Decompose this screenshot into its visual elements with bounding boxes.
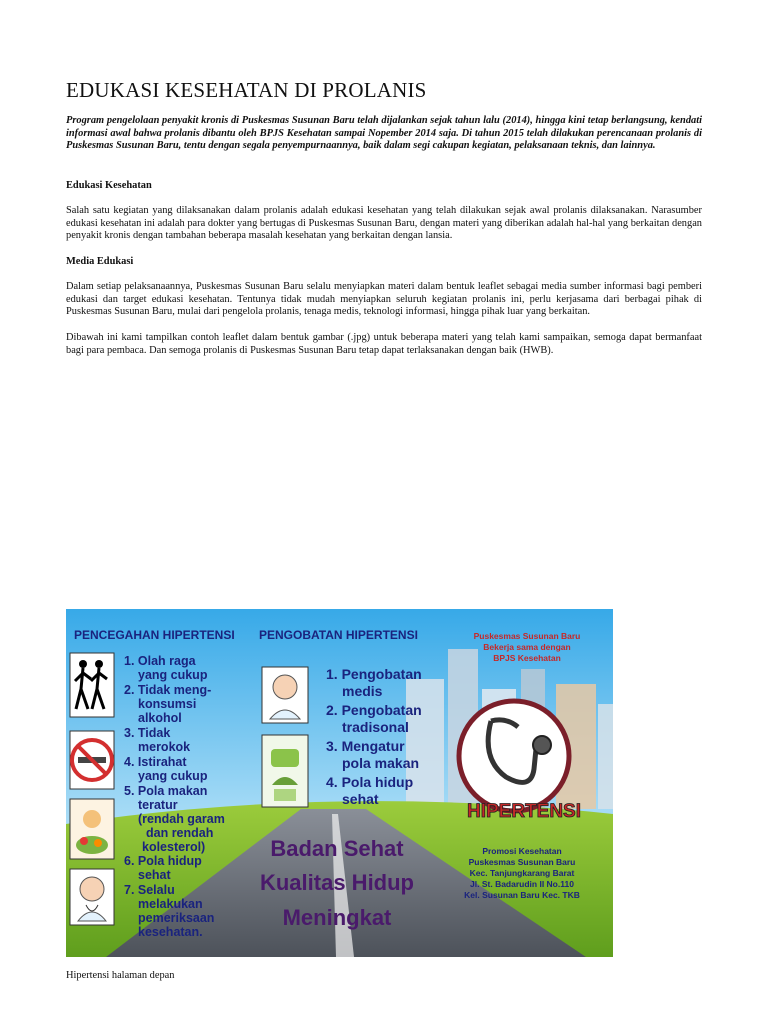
svg-text:kolesterol): kolesterol) bbox=[142, 840, 206, 854]
svg-text:2. Tidak meng-: 2. Tidak meng- bbox=[124, 683, 212, 697]
healthy-food-icon bbox=[70, 799, 114, 859]
svg-text:1. Olah raga: 1. Olah raga bbox=[124, 654, 196, 668]
doctor-icon bbox=[70, 869, 114, 925]
svg-text:Meningkat: Meningkat bbox=[282, 905, 392, 930]
svg-text:2. Pengobatan: 2. Pengobatan bbox=[326, 702, 422, 718]
svg-text:medis: medis bbox=[342, 683, 383, 699]
section-paragraph: Dibawah ini kami tampilkan contoh leaflet dalam bentuk gambar (.jpg) untuk beberapa materi yang telah kami sampaikan, semoga dapat bermanfaat bagi para pembaca. Dan semoga prolanis di Puskesmas Susunan Baru tetap dapat terlaksanakan dengan baik (HWB). bbox=[66, 332, 702, 356]
svg-text:7. Selalu: 7. Selalu bbox=[124, 883, 175, 897]
no-smoking-icon bbox=[70, 731, 114, 789]
svg-text:5. Pola makan: 5. Pola makan bbox=[124, 784, 208, 798]
svg-text:Puskesmas Susunan Baru: Puskesmas Susunan Baru bbox=[473, 631, 581, 641]
svg-text:4. Istirahat: 4. Istirahat bbox=[124, 755, 187, 769]
svg-text:(rendah garam: (rendah garam bbox=[138, 812, 225, 826]
svg-text:pola makan: pola makan bbox=[342, 755, 420, 771]
svg-text:tradisonal: tradisonal bbox=[342, 719, 409, 735]
leaflet-treatment-title: PENGOBATAN HIPERTENSI bbox=[259, 628, 418, 642]
svg-text:pemeriksaan: pemeriksaan bbox=[138, 911, 215, 925]
svg-text:Puskesmas Susunan Baru: Puskesmas Susunan Baru bbox=[468, 857, 576, 867]
svg-text:Promosi Kesehatan: Promosi Kesehatan bbox=[482, 846, 562, 856]
leaflet-prevention-title: PENCEGAHAN HIPERTENSI bbox=[74, 628, 235, 642]
svg-text:yang cukup: yang cukup bbox=[138, 668, 208, 682]
image-caption: Hipertensi halaman depan bbox=[66, 970, 175, 981]
svg-text:yang cukup: yang cukup bbox=[138, 769, 208, 783]
page-title: EDUKASI KESEHATAN DI PROLANIS bbox=[66, 78, 427, 102]
section-paragraph: Dalam setiap pelaksanaannya, Puskesmas Susunan Baru selalu menyiapkan materi dalam bentuk leaflet sebagai media sumber informasi bagi pemberi edukasi dan target edukasi kesehatan. Tentunya tidak mudah menyiapkan seluruh kegiatan prolanis ini, perlu kerjasama dari berbagai pihak di Puskesmas Susunan Baru, mulai dari pengelola prolanis, tenaga medis, teknologi informasi, hingga pihak luar yang berkaitan. bbox=[66, 281, 702, 318]
doctor-icon bbox=[262, 667, 308, 723]
svg-text:konsumsi: konsumsi bbox=[138, 697, 197, 711]
svg-text:Jl. St. Badarudin II No.110: Jl. St. Badarudin II No.110 bbox=[470, 879, 574, 889]
leaflet-image bbox=[66, 609, 613, 957]
svg-text:alkohol: alkohol bbox=[138, 711, 182, 725]
stethoscope-icon bbox=[459, 701, 569, 811]
svg-text:melakukan: melakukan bbox=[138, 897, 203, 911]
svg-text:merokok: merokok bbox=[138, 740, 191, 754]
section-heading-edukasi: Edukasi Kesehatan bbox=[66, 180, 152, 191]
svg-text:3. Tidak: 3. Tidak bbox=[124, 726, 171, 740]
svg-text:Kel. Susunan Baru Kec. TKB: Kel. Susunan Baru Kec. TKB bbox=[464, 890, 580, 900]
svg-text:dan rendah: dan rendah bbox=[146, 826, 214, 840]
svg-text:Kualitas Hidup: Kualitas Hidup bbox=[259, 870, 415, 895]
leaflet-slogan bbox=[260, 836, 414, 930]
runner-icon bbox=[70, 653, 114, 717]
svg-text:teratur: teratur bbox=[138, 798, 178, 812]
svg-text:sehat: sehat bbox=[138, 868, 171, 882]
svg-text:Kec. Tanjungkarang Barat: Kec. Tanjungkarang Barat bbox=[469, 868, 575, 878]
leaflet-badge: HIPERTENSI bbox=[466, 801, 582, 822]
svg-text:4. Pola hidup: 4. Pola hidup bbox=[326, 774, 414, 790]
svg-text:BPJS Kesehatan: BPJS Kesehatan bbox=[493, 653, 561, 663]
herbal-tea-icon bbox=[262, 735, 308, 807]
svg-text:6. Pola hidup: 6. Pola hidup bbox=[124, 854, 202, 868]
intro-paragraph: Program pengelolaan penyakit kronis di Puskesmas Susunan Baru telah dijalankan sejak tahun lalu (2014), hingga kini tetap berlangsung, kendati informasi awal bahwa prolanis dibantu oleh BPJS Kesehatan sampai Nopember 2014 saja. Di tahun 2015 telah dilakukan perencanaan prolanis di Puskesmas Susunan Baru, tentu dengan segala penyempurnaannya, baik dalam segi cakupan kegiatan, pelaksanaan teknis, dan lainnya. bbox=[66, 115, 702, 152]
svg-text:3. Mengatur: 3. Mengatur bbox=[326, 738, 405, 754]
section-heading-media: Media Edukasi bbox=[66, 256, 134, 267]
svg-text:kesehatan.: kesehatan. bbox=[138, 925, 203, 939]
section-paragraph: Salah satu kegiatan yang dilaksanakan dalam prolanis adalah edukasi kesehatan yang telah dilakukan sejak awal prolanis dilaksanakan. Narasumber edukasi kesehatan ini adalah para dokter yang bertugas di Puskesmas Susunan Baru, dengan materi yang diberikan adalah hal-hal yang berkaitan dengan penyakit kronis dengan tambahan beberapa masalah kesehatan yang berkaitan dengan lansia. bbox=[66, 205, 702, 242]
svg-text:Badan Sehat: Badan Sehat bbox=[270, 836, 404, 861]
svg-text:Bekerja sama dengan: Bekerja sama dengan bbox=[483, 642, 571, 652]
svg-text:1. Pengobatan: 1. Pengobatan bbox=[326, 666, 422, 682]
svg-text:sehat: sehat bbox=[342, 791, 379, 807]
